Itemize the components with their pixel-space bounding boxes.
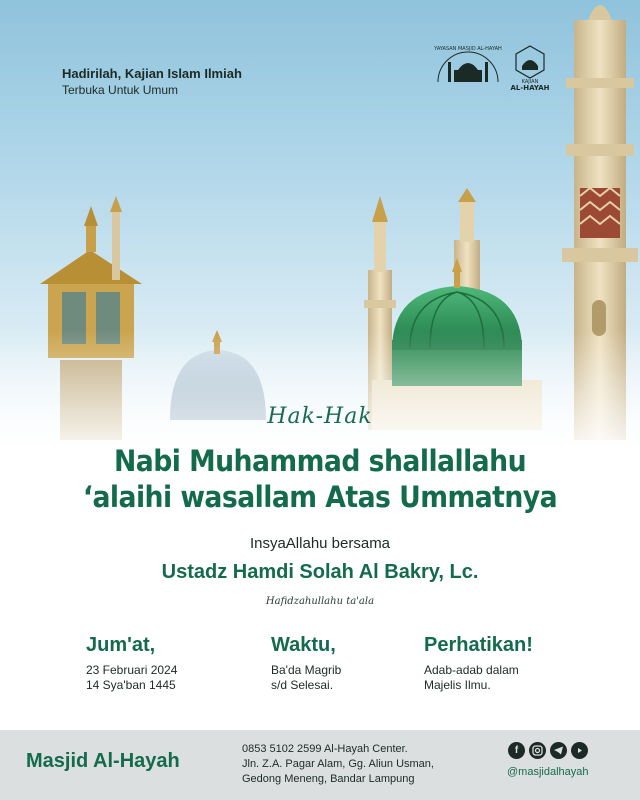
instagram-icon[interactable] — [529, 742, 546, 759]
address-line-2: Jln. Z.A. Pagar Alam, Gg. Aliun Usman, — [242, 758, 434, 770]
kajian-logo-text: KAJIAN — [521, 79, 539, 85]
speaker-honorific: Hafidzahullahu ta'ala — [265, 596, 375, 607]
note-line-2: Majelis Ilmu. — [424, 678, 491, 692]
address-line-1: 0853 5102 2599 Al-Hayah Center. — [242, 743, 408, 755]
invite-line: Hadirilah, Kajian Islam Ilmiah — [62, 66, 242, 81]
day-column — [86, 634, 177, 693]
yayasan-logo-text: YAYASAN MASJID AL-HAYAH — [434, 46, 502, 52]
time-heading: Waktu, — [271, 634, 336, 656]
note-line-1: Adab-adab dalam — [424, 663, 519, 677]
alhayah-logo-text: AL-HAYAH — [510, 84, 550, 92]
telegram-icon[interactable] — [550, 742, 567, 759]
mosque-name: Masjid Al-Hayah — [26, 750, 180, 772]
event-hijri-date: 14 Sya'ban 1445 — [86, 678, 176, 692]
facebook-icon[interactable]: f — [508, 742, 525, 759]
social-icons — [508, 742, 588, 759]
address-line-3: Gedong Meneng, Bandar Lampung — [242, 773, 415, 785]
speaker-name: Ustadz Hamdi Solah Al Bakry, Lc. — [161, 561, 479, 583]
public-line: Terbuka Untuk Umum — [62, 83, 179, 97]
time-line-2: s/d Selesai. — [271, 678, 334, 692]
event-date: 23 Februari 2024 — [86, 663, 178, 677]
note-column — [424, 634, 533, 693]
organization-logos — [434, 40, 564, 92]
social-handle[interactable]: @masjidalhayah — [507, 766, 589, 778]
time-line-1: Ba'da Magrib — [271, 663, 342, 677]
speaker-intro: InsyaAllahu bersama — [249, 535, 391, 552]
yayasan-logo — [434, 46, 502, 82]
title-script: Hak-Hak — [267, 404, 373, 429]
address-block — [242, 742, 434, 787]
invite-text — [62, 66, 242, 97]
time-column — [271, 634, 341, 693]
footer — [0, 730, 640, 800]
youtube-icon[interactable] — [571, 742, 588, 759]
note-heading: Perhatikan! — [424, 634, 533, 656]
alhayah-logo — [510, 46, 549, 92]
title-line-1: Nabi Muhammad shallallahu — [113, 444, 527, 478]
day-heading: Jum'at, — [86, 634, 156, 656]
title-line-2: ‘alaihi wasallam Atas Ummatnya — [82, 480, 558, 514]
